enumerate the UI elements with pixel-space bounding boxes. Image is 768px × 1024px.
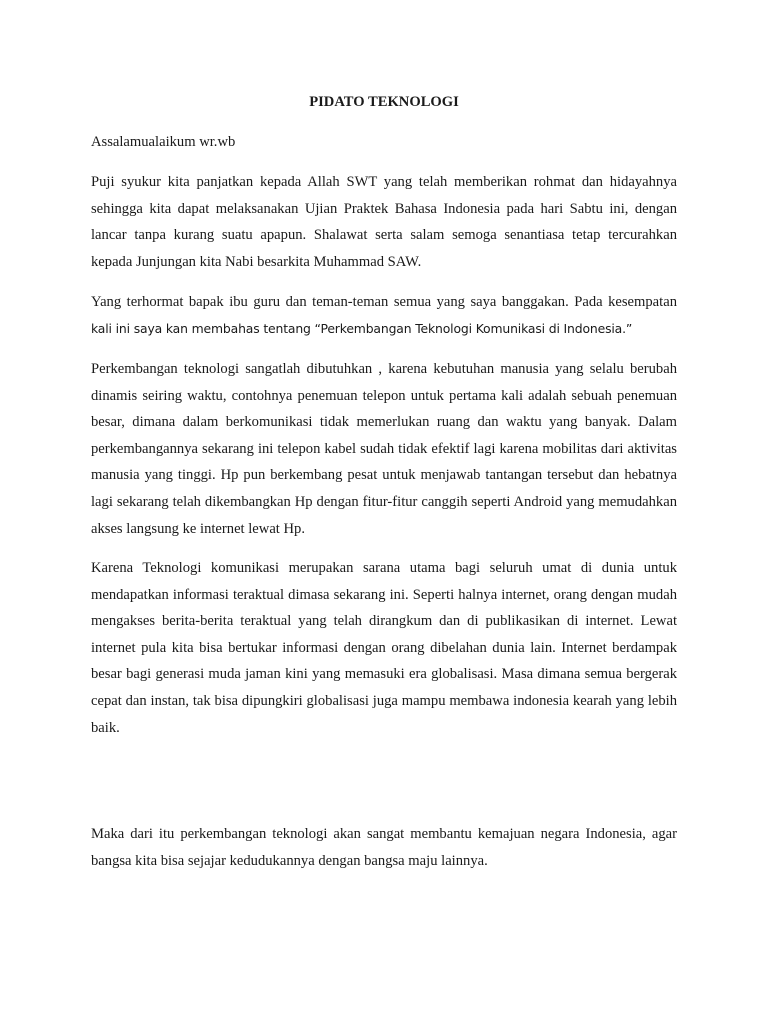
paragraph-closing: Maka dari itu perkembangan teknologi akan sangat membantu kemajuan negara Indonesia, agar bangsa kita bisa sejajar kedudukannya dengan bangsa maju lainnya. [91, 826, 677, 869]
paragraph-topic-part2: kali ini saya kan membahas tentang “Perkembangan Teknologi Komunikasi di Indonesia.” [91, 320, 633, 336]
paragraph-opening: Puji syukur kita panjatkan kepada Allah SWT yang telah memberikan rohmat dan hidayahnya sehingga kita dapat melaksanakan Ujian Praktek Bahasa Indonesia pada hari Sabtu ini, dengan lancar tanpa kurang suatu apapun. Shalawat serta salam semoga senantiasa tetap tercurahkan kepada Junjungan kita Nabi besarkita Muhammad SAW. [91, 174, 677, 270]
paragraph-development: Perkembangan teknologi sangatlah dibutuhkan , karena kebutuhan manusia yang selalu berubah dinamis seiring waktu, contohnya penemuan telepon untuk pertama kali adalah sebuah penemuan besar, dimana dalam berkomunikasi tidak memerlukan ruang dan waktu yang banyak. Dalam perkembangannya sekarang ini telepon kabel sudah tidak efektif lagi karena mobilitas dari aktivitas manusia yang tinggi. Hp pun berkembang pesat untuk menjawab tantangan tersebut dan hebatnya lagi sekarang telah dikembangkan Hp dengan fitur-fitur canggih seperti Android yang memudahkan akses langsung ke internet lewat Hp. [91, 361, 677, 537]
document-title: PIDATO TEKNOLOGI [309, 94, 459, 110]
paragraph-communication: Karena Teknologi komunikasi merupakan sarana utama bagi seluruh umat di dunia untuk mendapatkan informasi teraktual dimasa sekarang ini. Seperti halnya internet, orang dengan mudah mengakses berita-berita teraktual yang telah dirangkum dan di publikasikan di internet. Lewat internet pula kita bisa bertukar informasi dengan orang dibelahan dunia lain. Internet berdampak besar bagi generasi muda jaman kini yang memasuki era globalisasi. Masa dimana semua bergerak cepat dan instan, tak bisa dipungkiri globalisasi juga mampu membawa indonesia kearah yang lebih baik. [91, 560, 677, 736]
greeting: Assalamualaikum wr.wb [91, 134, 236, 150]
paragraph-topic-part1: Yang terhormat bapak ibu guru dan teman-teman semua yang saya banggakan. Pada kesempatan [91, 294, 677, 310]
paragraph-topic [91, 289, 677, 342]
